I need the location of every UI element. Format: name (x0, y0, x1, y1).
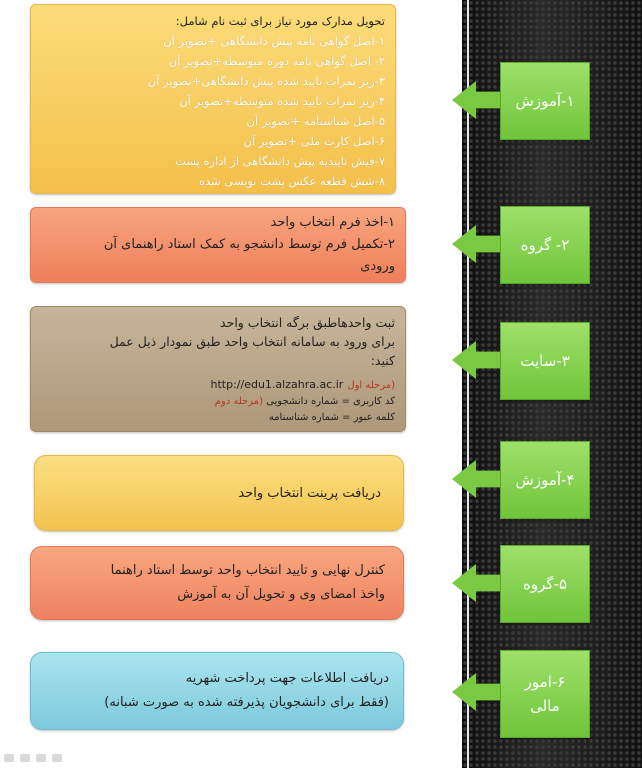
step-4-label: ۴-آموزش (515, 471, 575, 489)
step-6-finance (500, 650, 590, 738)
tuition-payment-box (30, 652, 404, 730)
stage-1-label: (مرحله اول (347, 380, 395, 391)
panel-edge-line (467, 0, 469, 768)
box1-line: ۱-اصل گواهی نامه پیش دانشگاهی +تصویر آن (163, 34, 385, 48)
step-6-label-line1: ۶-امور (524, 673, 566, 691)
box5-line: کنترل نهایی و تایید انتخاب واحد توسط استاد راهنما (110, 563, 385, 578)
step-1-label: ۱-آموزش (515, 92, 575, 110)
box1-line: ۴-ریز نمرات تایید شده متوسطه+تصویر آن (179, 94, 385, 108)
stage-2-label: (مرحله دوم (214, 396, 263, 407)
prev-slide-icon[interactable] (4, 754, 14, 762)
slide-controls (4, 754, 62, 766)
box6-line: (فقط برای دانشجویان پذیرفته شده به صورت شبانه) (104, 695, 389, 710)
course-selection-form-box (30, 207, 406, 283)
box1-line: ۲- اصل گواهی نامه دوره متوسطه+تصویر آن (168, 54, 385, 68)
box4-text: دریافت پرینت انتخاب واحد (238, 485, 381, 501)
box1-line: ۳-ریز نمرات تایید شده پیش دانشگاهی+تصویر آن (147, 74, 385, 88)
final-approval-box (30, 546, 404, 620)
box1-line: ۶-اصل کارت ملی +تصویر آن (243, 134, 385, 148)
step-6-label-line2: مالی (530, 697, 560, 715)
pen-icon[interactable] (20, 754, 30, 762)
step-1-education (500, 62, 590, 140)
print-selection-box (34, 455, 404, 531)
next-slide-icon[interactable] (52, 754, 62, 762)
box3-title: ثبت واحدهاطبق برگه انتخاب واحد (220, 315, 395, 330)
box1-line: تحویل مدارک مورد نیاز برای ثبت نام شامل: (175, 14, 385, 28)
box2-line: ۲-تکمیل فرم توسط دانشجو به کمک استاد راهنمای آن (103, 237, 395, 252)
password-label: کلمه عبور = شماره شناسنامه (268, 412, 395, 423)
box6-line: دریافت اطلاعات جهت پرداخت شهریه (185, 671, 389, 686)
box1-line: ۸-شش قطعه عکس پشت نویسی شده (198, 174, 385, 188)
box3-url-row (39, 374, 395, 394)
username-label: کد کاربری = شماره دانشجویی (266, 396, 395, 407)
box2-line: ورودی (360, 259, 395, 274)
step-2-label: ۲- گروه (520, 236, 570, 254)
step-4-education (500, 441, 590, 519)
documents-required-box (30, 4, 396, 194)
menu-icon[interactable] (36, 754, 46, 762)
box3-instruction: برای ورود به سامانه انتخاب واحد طبق نمودار ذیل عمل (109, 334, 395, 349)
box3-instruction-end: کنید: (370, 353, 395, 368)
box1-line: ۷-فیش تاییدیه پیش دانشگاهی از اداره پست (175, 154, 385, 168)
step-3-website (500, 322, 590, 400)
box1-line: ۵-اصل شناسنامه +تصویر آن (246, 114, 385, 128)
step-2-department (500, 206, 590, 284)
step-3-label: ۳-سایت (520, 352, 570, 370)
step-5-department (500, 545, 590, 623)
box2-line: ۱-اخذ فرم انتخاب واحد (270, 215, 395, 230)
step-5-label: ۵-گروه (523, 575, 567, 593)
portal-url[interactable]: http://edu1.alzahra.ac.ir (210, 378, 344, 391)
box3-username-row (39, 394, 395, 410)
online-registration-box (30, 306, 406, 432)
box5-line: واخذ امضای وی و تحویل آن به آموزش (177, 587, 385, 602)
